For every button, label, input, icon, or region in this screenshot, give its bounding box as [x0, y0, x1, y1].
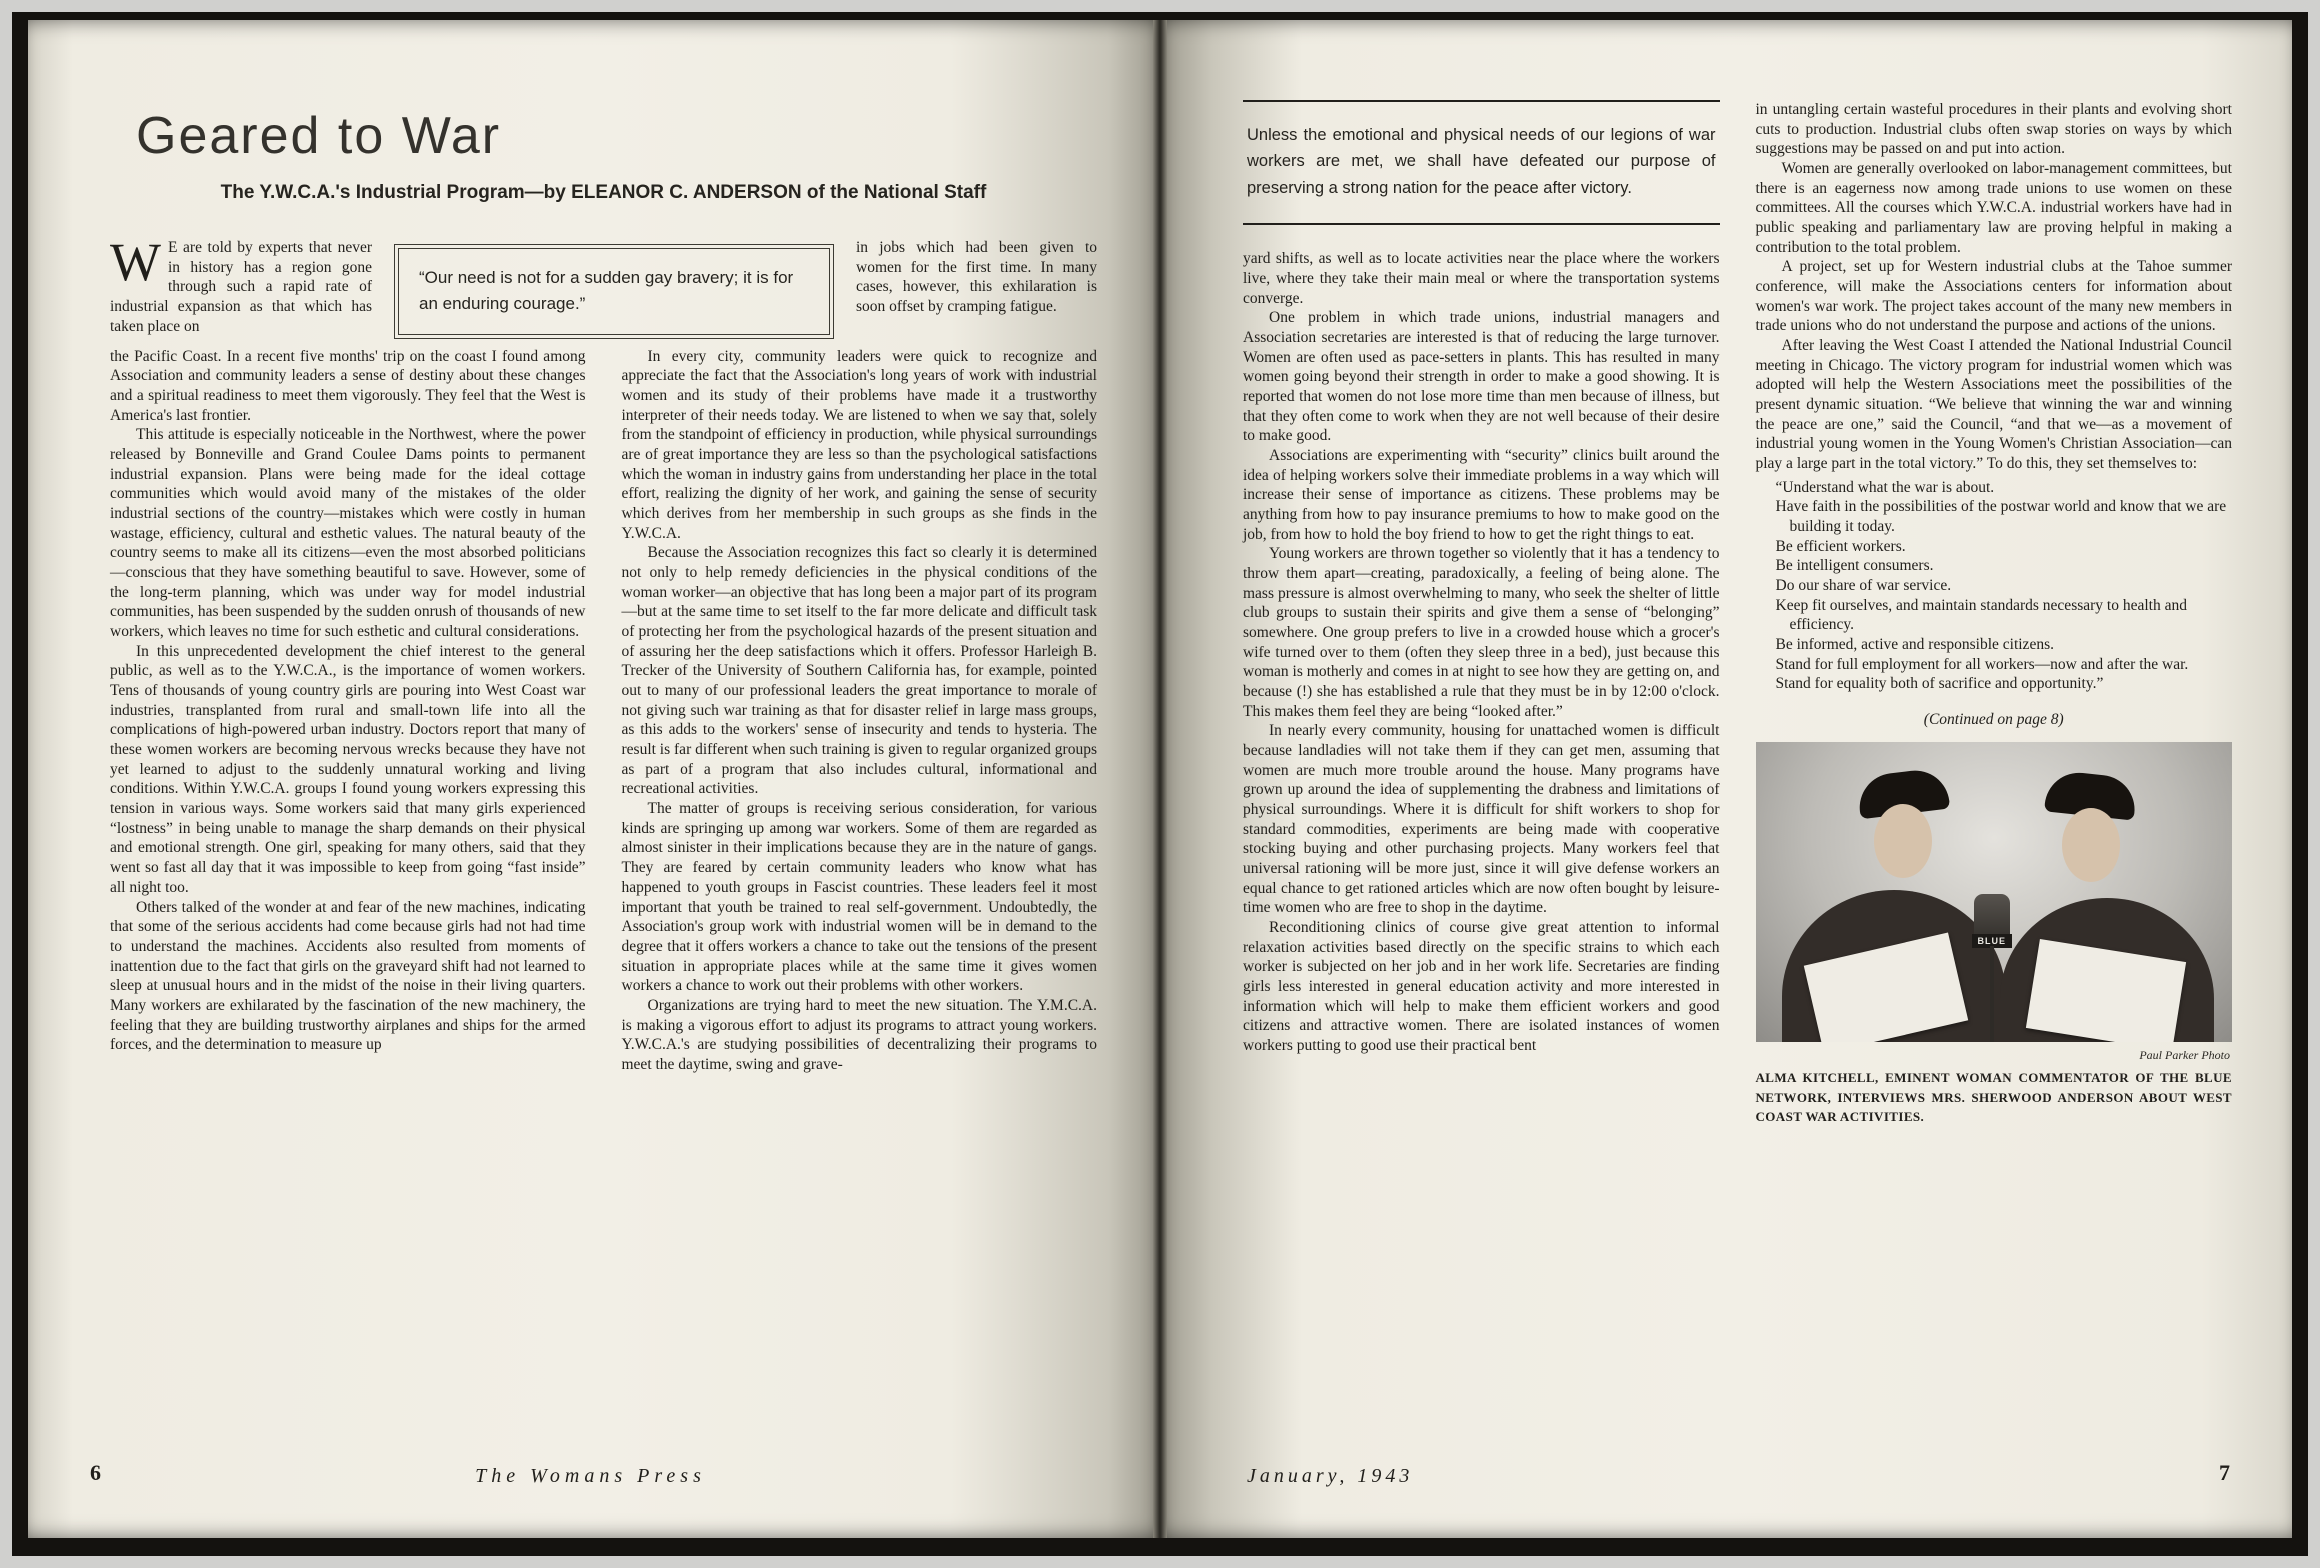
pledge-item: Keep fit ourselves, and maintain standards necessary to health and efficiency.	[1775, 596, 2187, 634]
article-byline: The Y.W.C.A.'s Industrial Program—by ELEANOR C. ANDERSON of the National Staff	[220, 182, 987, 203]
victory-pledge-list	[1756, 478, 2233, 694]
paragraph: Others talked of the wonder at and fear of the new machines, indicating that some of the serious accidents had come because girls had not had time to understand the machines. Accidents also resulted from moments of inattention due to the fact that girls on the graveyard shift had not learned to sleep at unusual hours and in the midst of the noise in their living quarters. Many workers are exhilarated by the fascination of the new machinery, the feeling that they are building trustworthy airplanes and ships for the armed forces, and the determination to measure up	[110, 898, 586, 1054]
paragraph: yard shifts, as well as to locate activities near the place where the workers live, where they take their main meal or where the transportation systems converge.	[1243, 250, 1720, 307]
magazine-spread	[28, 20, 2292, 1538]
pledge-item: Do our share of war service.	[1775, 577, 1952, 595]
pull-quote-box	[398, 248, 830, 335]
paragraph: the Pacific Coast. In a recent five months' trip on the coast I found among Association and community leaders a sense of destiny about these changes and a spiritual readiness to meet them vigorously. They feel that the West is America's last frontier.	[110, 347, 586, 424]
paragraph: Associations are experimenting with “security” clinics built around the idea of helping workers solve their immediate problems in a way which will increase their sense of importance as citizens. These problems may be anything from how to pay insurance premiums to how to make good on the job, from how to hold the boy friend to how to get the right things to eat.	[1243, 446, 1720, 543]
intro-paragraph	[110, 232, 372, 339]
photo-alma-kitchell-interview	[1756, 742, 2233, 1042]
paragraph: Because the Association recognizes this fact so clearly it is determined not only to help remedy deficiencies in the physical conditions of the woman worker—an objective that has long been a major part of its program—but at the same time to set itself to the far more delicate and difficult task of protecting her from the psychological hazards of the present situation and of assuring her the deep satisfactions which it offers. Professor Harleigh B. Trecker of the University of Southern California has, for example, pointed out to many of our professional leaders the great importance to morale of not giving such war training as that for disaster relief in large mass groups, as this adds to the workers' sense of insecurity and tends to hysteria. The result is far different when such training is given to regular organized groups as part of a program that also includes cultural, informational and recreational activities.	[621, 544, 1097, 798]
page-number-left: 6	[90, 1460, 101, 1485]
paragraph: A project, set up for Western industrial clubs at the Tahoe summer conference, will make the Associations centers for information about women's war work. The project takes account of the many new members in trade unions who do not understand the purpose and actions of the unions.	[1755, 258, 2232, 335]
page-right	[1167, 20, 2292, 1538]
epigraph: Unless the emotional and physical needs of our legions of war workers are met, we shall have defeated our purpose of preserving a strong nation for the peace after victory.	[1243, 100, 1720, 225]
paragraph: In this unprecedented development the chief interest to the general public, as well as to the Y.W.C.A., is the importance of women workers. Tens of thousands of young country girls are pouring into West Coast war industries, transplanted from rural and small-town life into all the complications of high-powered urban industry. Doctors report that many of these women workers are becoming nervous wrecks because they have not yet learned to adjust to the suddenly unnatural working and living conditions. Within Y.W.C.A. groups I found young workers expressing this tension in various ways. Some workers said that many girls experienced “lostness” in being unable to manage the sharp demands on their physical and emotional strength. One girl, speaking for many others, said that they went so fast all day that it was impossible to keep from going “fast inside” all night too.	[110, 642, 586, 896]
paragraph: Reconditioning clinics of course give great attention to informal relaxation activities based directly on the specific strains to which each worker is subjected on her job and in her work life. Secretaries are finding girls less interested in general education activity and more interested in information which will help to make them efficient workers and good citizens and attractive women. There are isolated instances of women workers putting to good use their practical bent	[1243, 919, 1720, 1055]
issue-date-footer: January, 1943	[1247, 1465, 1414, 1487]
right-page-column-2	[1756, 100, 2233, 1127]
paragraph: Young workers are thrown together so violently that it has a tendency to throw them apart—creating, paradoxically, a feeling of being alone. The mass pressure is almost overwhelming to many, who seek the shelter of little club groups to sustain their spirits and give them a sense of “belonging” somewhere. One group prefers to live in a crowded house which a grocer's wife turned over to them (often they sleep three in a bed), just because this woman is motherly and comes in at night to see how they are getting on, and because (!) she has established a rule that they must be in by 12:00 o'clock. This makes them feel they are being “looked after.”	[1243, 545, 1720, 720]
photo-caption: ALMA KITCHELL, EMINENT WOMAN COMMENTATOR OF THE BLUE NETWORK, INTERVIEWS MRS. SHERWOOD ANDERSON ABOUT WEST COAST WAR ACTIVITIES.	[1755, 1070, 2232, 1125]
left-page-column-2	[622, 347, 1098, 1075]
intro-row	[110, 232, 1097, 339]
dropcap: W	[110, 232, 161, 292]
paragraph: Organizations are trying hard to meet the new situation. The Y.M.C.A. is making a vigorous effort to adjust its programs to attract young workers. Y.W.C.A.'s are studying possibilities of decentralizing their programs to meet the daytime, swing and grave-	[621, 996, 1097, 1073]
article-title: Geared to War	[136, 107, 502, 165]
photo-credit: Paul Parker Photo	[2139, 1047, 2230, 1062]
continued-notice: (Continued on page 8)	[1923, 711, 2064, 729]
paragraph: One problem in which trade unions, industrial managers and Association secretaries are interested is that of reducing the large turnover. Women are often used as pace-setters in plants. This has resulted in many women going beyond their strength in order to make a good showing. It is reported that women do not lose more time than men because of illness, but that they often come to work when they are not well because of their desire to make good.	[1243, 309, 1720, 445]
paragraph: After leaving the West Coast I attended the National Industrial Council meeting in Chicago. The victory program for industrial women which was adopted will help the Western Associations meet the possibilities of the present dynamic situation. “We believe that winning the war and winning the peace are one,” said the Council, “and that we—as a movement of industrial young women in the Young Women's Christian Association—can play a large part in the total victory.” To do this, they set themselves to:	[1755, 337, 2232, 473]
pledge-item: Stand for full employment for all workers—now and after the war.	[1775, 655, 2189, 673]
pledge-item: Stand for equality both of sacrifice and opportunity.”	[1775, 675, 2104, 693]
journal-title-footer: The Womans Press	[475, 1465, 706, 1487]
paragraph: in untangling certain wasteful procedures in their plants and evolving short cuts to production. Industrial clubs often swap stories on ways by which suggestions may be passed on and put into action.	[1755, 101, 2232, 158]
pledge-item: Be efficient workers.	[1775, 537, 1906, 555]
pledge-item: Be intelligent consumers.	[1775, 557, 1934, 575]
pledge-item: Be informed, active and responsible citizens.	[1775, 636, 2054, 654]
pledge-item: Have faith in the possibilities of the postwar world and know that we are building it today.	[1775, 498, 2227, 536]
right-page-columns	[1243, 100, 2232, 1127]
face-left	[1874, 804, 1932, 878]
scanner-background	[12, 12, 2308, 1556]
pull-quote-cell	[394, 238, 834, 339]
column2-start-paragraph: in jobs which had been given to women for the first time. In many cases, however, this exhilaration is soon offset by cramping fatigue.	[856, 239, 1097, 316]
right-page-column-1	[1243, 100, 1720, 1127]
left-page-column-1	[110, 347, 586, 1075]
paragraph: The matter of groups is receiving serious consideration, for various kinds are springing up among war workers. Some of them are regarded as almost sinister in their implications because they are in the nature of gangs. They are feared by certain community leaders who know what has happened to youth groups in Fascist countries. These leaders feel it most important that youth be trained to real self-government. Undoubtedly, the Association's group work with industrial women will be in demand to the degree that it offers workers a chance to take out the tensions of the present situation in appropriate places while at the same time it gives women workers a chance to work out their problems with other workers.	[621, 800, 1097, 995]
page-gutter	[1153, 20, 1167, 1538]
paragraph: In every city, community leaders were quick to recognize and appreciate the fact that the Association's long years of work with industrial women and its study of their problems have made it a trustworthy interpreter of their needs today. We are listened to when we say that, solely from the standpoint of efficiency in production, while physical surroundings are of great importance they are less so than the psychological satisfactions which the woman in industry gains from understanding her place in the total effort, realizing the dignity of her work, and gaining the sense of security which derives from her membership in such groups as she finds in the Y.W.C.A.	[621, 347, 1097, 542]
pledge-item: “Understand what the war is about.	[1775, 478, 1995, 496]
page-left	[28, 20, 1153, 1538]
paragraph: In nearly every community, housing for unattached women is difficult because landladies will not take them if they can get men, assuming that women are much more trouble around the house. Many programs have grown up around the idea of supplementing the drabness and limitations of physical surroundings. Where it is difficult for shift workers to shop for standard commodities, experiments are being made with cooperative stocking buying and other purchasing projects. Many workers feel that universal rationing will be more just, since it will give defense workers an equal chance to get rationed articles which are now often bought by leisure-time women who are free to shop in the daytime.	[1243, 722, 1720, 917]
page-right-content	[1167, 20, 2292, 1538]
pull-quote-text: “Our need is not for a sudden gay bravery; it is for an enduring courage.”	[419, 268, 794, 314]
page-left-content	[28, 20, 1153, 1538]
microphone-stand	[1990, 946, 1994, 1042]
face-right	[2062, 808, 2120, 882]
paragraph: This attitude is especially noticeable in the Northwest, where the power released by Bonneville and Grand Coulee Dams points to permanent industrial expansion. Plans were being made for the ideal cottage communities which would avoid many of the mistakes of the older industrial sections of the country—mistakes which were costly in human wastage, efficiency, cultural and esthetic values. The natural beauty of the country seems to make all its citizens—even the most absorbed politicians—conscious that they have something beautiful to save. However, some of the long-term planning, which was under way for model industrial communities, has been suspended by the sudden onrush of thousands of new workers, which leaves no time for such esthetic and cultural considerations.	[110, 426, 586, 641]
paragraph: Women are generally overlooked on labor-management committees, but there is an eagerness now among trade unions to use women on these committees. All the courses which Y.W.C.A. industrial workers have had in public speaking and parliamentary law are proving helpful in making a contribution to the total problem.	[1755, 160, 2232, 256]
left-page-columns	[110, 347, 1097, 1075]
page-number-right: 7	[2219, 1460, 2230, 1485]
intro-text: E are told by experts that never in history has a region gone through such a rapid rate of industrial expansion as that which has taken place on	[110, 239, 372, 335]
microphone-network-label: BLUE	[1972, 934, 2013, 948]
